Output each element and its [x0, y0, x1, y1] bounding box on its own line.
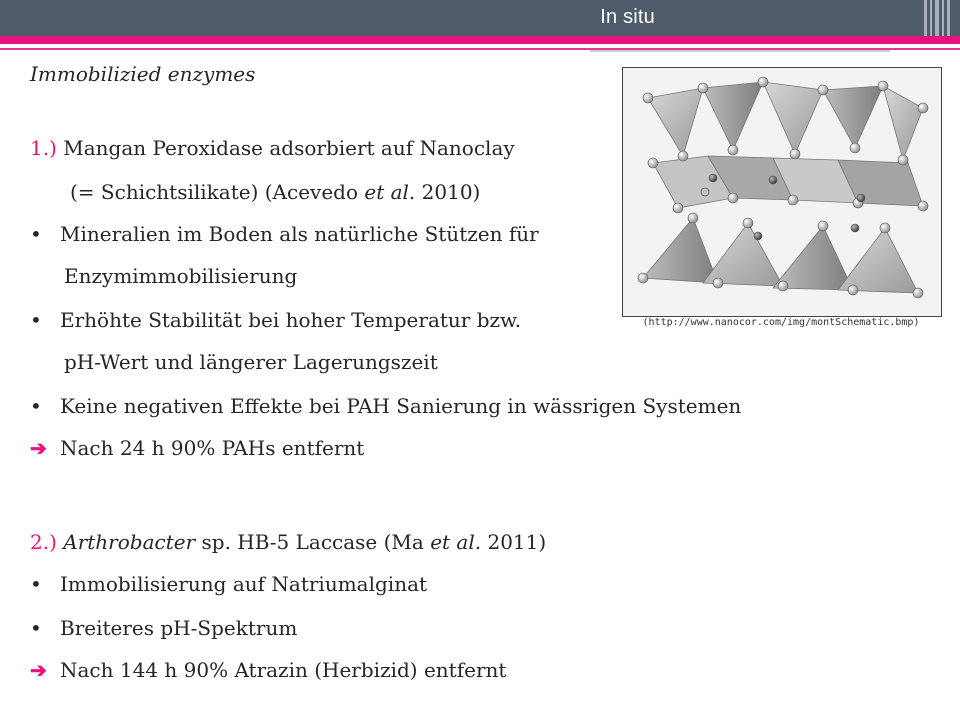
conclusion-item: [30, 436, 364, 460]
bullet-text: Enzymimmobilisierung: [64, 264, 298, 288]
bullet-icon: •: [30, 308, 42, 332]
section2-number: 2.): [30, 530, 57, 554]
bullet-item: [30, 308, 521, 332]
section1-heading: [30, 136, 515, 160]
montmorillonite-crystal-structure-icon: [623, 68, 941, 316]
crystal-structure-image: [622, 67, 942, 317]
section1-title: Mangan Peroxidase adsorbiert auf Nanoclay: [56, 136, 515, 160]
bullet-continuation: [30, 264, 297, 288]
bullet-text: Erhöhte Stabilität bei hoher Temperatur bzw.: [60, 308, 522, 332]
bullet-item: [30, 616, 297, 640]
arrow-right-icon: ➔: [30, 436, 47, 460]
divider-line: [590, 50, 890, 52]
bullet-icon: •: [30, 616, 42, 640]
bullet-text: pH-Wert und längerer Lagerungszeit: [64, 350, 438, 374]
section2-etal: et al.: [430, 530, 482, 554]
bullet-text: Breiteres pH-Spektrum: [60, 616, 298, 640]
decorative-stripes: [924, 0, 956, 36]
header-bar: [0, 0, 960, 36]
bullet-text: Immobilisierung auf Natriumalginat: [60, 572, 428, 596]
bullet-continuation: [30, 350, 438, 374]
section1-number: 1.): [30, 136, 57, 160]
bullet-text: Keine negativen Effekte bei PAH Sanierung in wässrigen Systemen: [60, 394, 742, 418]
section2-title: sp. HB-5 Laccase (Ma: [195, 530, 431, 554]
bullet-icon: •: [30, 572, 42, 596]
bullet-item: [30, 572, 427, 596]
section2-year: 2011): [481, 530, 547, 554]
section2-heading: [30, 530, 546, 554]
bullet-text: Mineralien im Boden als natürliche Stützen für: [60, 222, 539, 246]
bullet-item: [30, 222, 539, 246]
slide-title: In situ: [600, 6, 655, 28]
conclusion-text: Nach 144 h 90% Atrazin (Herbizid) entfernt: [60, 658, 507, 682]
accent-bar: [0, 36, 960, 44]
section2-organism: Arthrobacter: [63, 530, 196, 554]
conclusion-item: [30, 658, 506, 682]
conclusion-text: Nach 24 h 90% PAHs entfernt: [60, 436, 365, 460]
section1-sub-prefix: (= Schichtsilikate) (Acevedo: [70, 180, 365, 204]
bullet-icon: •: [30, 394, 42, 418]
arrow-right-icon: ➔: [30, 658, 47, 682]
section1-subheading: [30, 180, 480, 204]
figure-caption: (http://www.nanocor.com/img/montSchematic.bmp): [642, 317, 920, 328]
section1-sub-suffix: 2010): [415, 180, 481, 204]
subtitle: Immobilizied enzymes: [30, 62, 256, 86]
section1-sub-italic: et al.: [364, 180, 416, 204]
bullet-icon: •: [30, 222, 42, 246]
bullet-item: [30, 394, 741, 418]
